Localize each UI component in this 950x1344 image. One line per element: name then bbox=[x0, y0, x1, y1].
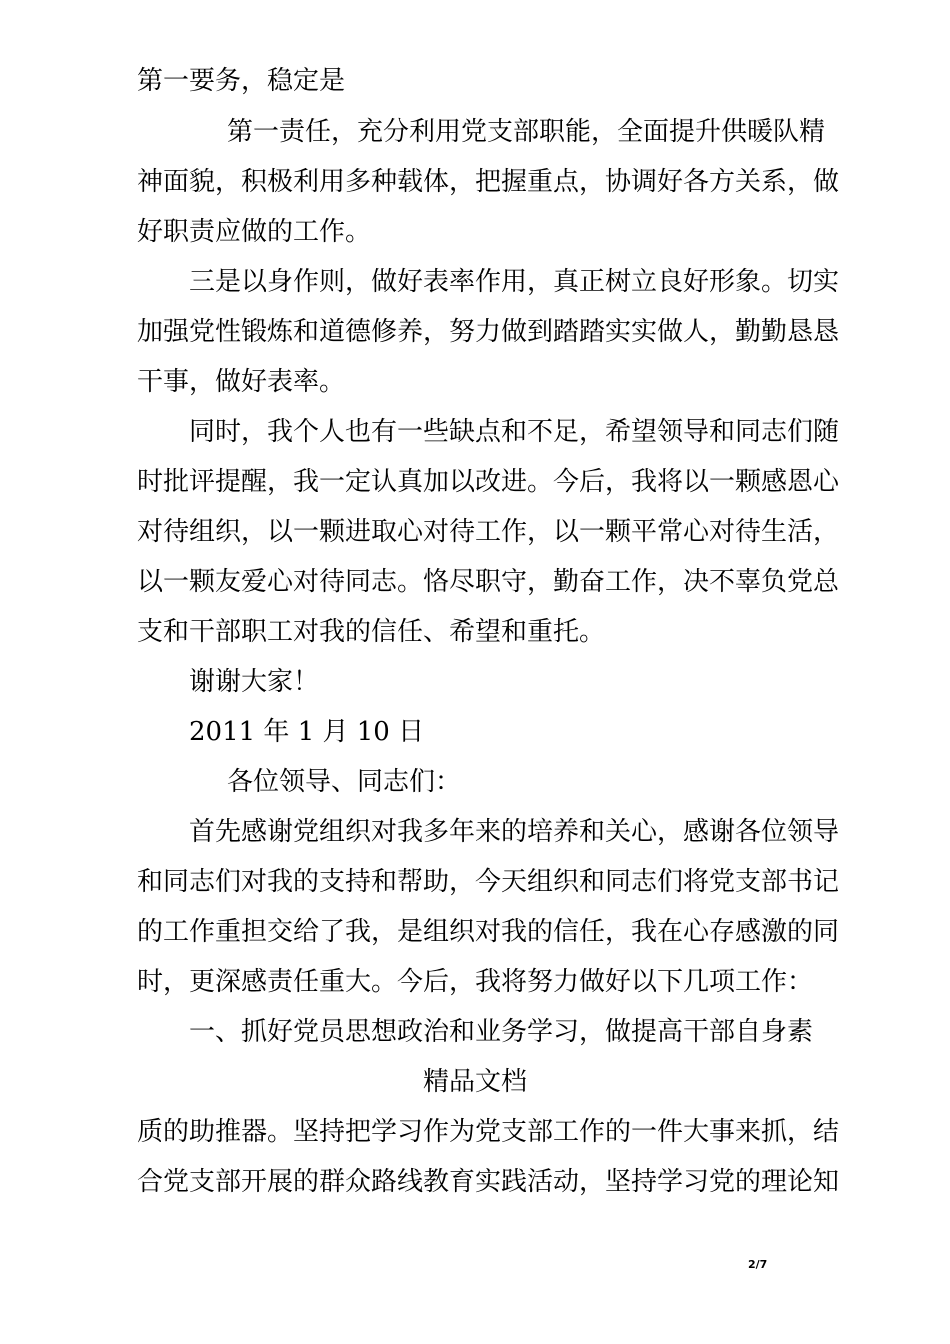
text-line: 第一要务，稳定是 bbox=[137, 66, 346, 96]
text-line: 同时，我个人也有一些缺点和不足，希望领导和同志们随 bbox=[189, 417, 840, 447]
watermark-label: 精品文档 bbox=[422, 1067, 527, 1097]
text-line: 以一颗友爱心对待同志。恪尽职守，勤奋工作，决不辜负党总 bbox=[137, 567, 840, 597]
text-line: 对待组织，以一颗进取心对待工作，以一颗平常心对待生活， bbox=[137, 517, 840, 547]
text-line: 首先感谢党组织对我多年来的培养和关心，感谢各位领导 bbox=[189, 817, 840, 847]
text-line: 好职责应做的工作。 bbox=[137, 217, 372, 247]
text-line: 干事，做好表率。 bbox=[137, 367, 346, 397]
text-line: 第一责任，充分利用党支部职能，全面提升供暖队精 bbox=[227, 117, 826, 147]
page-number: 2/7 bbox=[748, 1258, 768, 1271]
text-line: 时，更深感责任重大。今后，我将努力做好以下几项工作： bbox=[137, 967, 814, 997]
text-line: 质的助推器。坚持把学习作为党支部工作的一件大事来抓，结 bbox=[137, 1117, 840, 1147]
date-line: 2011 年 1 月 10 日 bbox=[189, 717, 425, 747]
text-line: 神面貌，积极利用多种载体，把握重点，协调好各方关系，做 bbox=[137, 167, 840, 197]
text-line: 一、抓好党员思想政治和业务学习，做提高干部自身素 bbox=[189, 1017, 814, 1047]
text-line: 的工作重担交给了我，是组织对我的信任，我在心存感激的同 bbox=[137, 917, 840, 947]
text-line: 加强党性锻炼和道德修养，努力做到踏踏实实做人，勤勤恳恳 bbox=[137, 317, 840, 347]
salutation-line: 各位领导、同志们： bbox=[227, 767, 462, 797]
text-line: 和同志们对我的支持和帮助，今天组织和同志们将党支部书记 bbox=[137, 867, 840, 897]
text-line: 三是以身作则，做好表率作用，真正树立良好形象。切实 bbox=[189, 267, 840, 297]
text-line: 合党支部开展的群众路线教育实践活动，坚持学习党的理论知 bbox=[137, 1167, 840, 1197]
text-line: 支和干部职工对我的信任、希望和重托。 bbox=[137, 617, 606, 647]
text-line: 谢谢大家！ bbox=[189, 667, 320, 697]
text-line: 时批评提醒，我一定认真加以改进。今后，我将以一颗感恩心 bbox=[137, 467, 840, 497]
